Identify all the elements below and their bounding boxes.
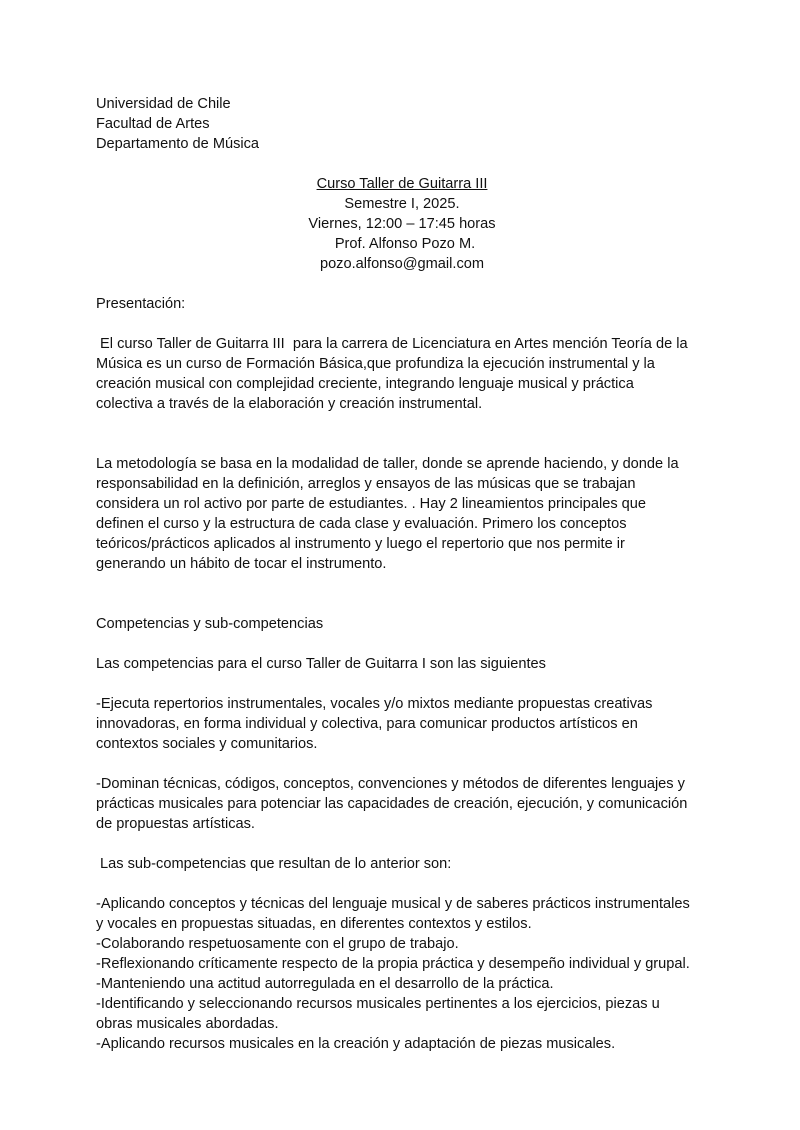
sub-competencies-intro: Las sub-competencias que resultan de lo anterior son:: [96, 856, 452, 872]
course-semester: Semestre I, 2025.: [344, 196, 460, 212]
paragraph-line: Música es un curso de Formación Básica,que profundiza la ejecución instrumental y la: [96, 356, 655, 372]
list-item: -Identificando y seleccionando recursos musicales pertinentes a los ejercicios, piezas u: [96, 996, 660, 1012]
list-item: -Colaborando respetuosamente con el grupo de trabajo.: [96, 936, 459, 952]
list-item: -Aplicando recursos musicales en la creación y adaptación de piezas musicales.: [96, 1036, 616, 1052]
list-item: obras musicales abordadas.: [96, 1016, 279, 1032]
paragraph-line: generando un hábito de tocar el instrumento.: [96, 556, 387, 572]
competency-item-2: [96, 774, 708, 834]
paragraph-line: responsabilidad en la definición, arreglos y ensayos de las músicas que se trabajan: [96, 476, 636, 492]
sub-competencies-list: [96, 894, 708, 1054]
course-title: Curso Taller de Guitarra III: [316, 176, 488, 192]
competency-line: -Dominan técnicas, códigos, conceptos, convenciones y métodos de diferentes lenguajes y: [96, 776, 685, 792]
document-page: [96, 94, 708, 1054]
paragraph-line: colectiva a través de la elaboración y creación instrumental.: [96, 396, 483, 412]
presentation-heading: Presentación:: [96, 296, 186, 312]
department-name: Departamento de Música: [96, 136, 260, 152]
institution-header: [96, 94, 708, 154]
competencies-intro: Las competencias para el curso Taller de Guitarra I son las siguientes: [96, 656, 546, 672]
list-item: -Reflexionando críticamente respecto de la propia práctica y desempeño individual y grupal.: [96, 956, 690, 972]
list-item: y vocales en propuestas situadas, en diferentes contextos y estilos.: [96, 916, 532, 932]
course-email: pozo.alfonso@gmail.com: [319, 256, 485, 272]
paragraph-line: considera un rol activo por parte de estudiantes. . Hay 2 lineamientos principales que: [96, 496, 647, 512]
presentation-paragraph-1: [96, 334, 708, 414]
presentation-paragraph-2: [96, 454, 708, 574]
competency-item-1: [96, 694, 708, 754]
competency-line: contextos sociales y comunitarios.: [96, 736, 318, 752]
competencies-heading: Competencias y sub-competencias: [96, 616, 324, 632]
competency-line: prácticas musicales para potenciar las capacidades de creación, ejecución, y comunicación: [96, 796, 688, 812]
institution-name: Universidad de Chile: [96, 96, 231, 112]
course-schedule: Viernes, 12:00 – 17:45 horas: [308, 216, 496, 232]
paragraph-line: teóricos/prácticos aplicados al instrumento y luego el repertorio que nos permite ir: [96, 536, 625, 552]
paragraph-line: creación musical con complejidad creciente, integrando lenguaje musical y práctica: [96, 376, 634, 392]
competency-line: de propuestas artísticas.: [96, 816, 255, 832]
list-item: -Manteniendo una actitud autorregulada en el desarrollo de la práctica.: [96, 976, 554, 992]
course-info: [96, 174, 708, 274]
paragraph-line: definen el curso y la estructura de cada clase y evaluación. Primero los conceptos: [96, 516, 627, 532]
competency-line: -Ejecuta repertorios instrumentales, vocales y/o mixtos mediante propuestas creativas: [96, 696, 653, 712]
competency-line: innovadoras, en forma individual y colectiva, para comunicar productos artísticos en: [96, 716, 638, 732]
faculty-name: Facultad de Artes: [96, 116, 210, 132]
course-professor: Prof. Alfonso Pozo M.: [334, 236, 476, 252]
paragraph-line: La metodología se basa en la modalidad de taller, donde se aprende haciendo, y donde la: [96, 456, 679, 472]
list-item: -Aplicando conceptos y técnicas del lenguaje musical y de saberes prácticos instrumentales: [96, 896, 690, 912]
paragraph-line: El curso Taller de Guitarra III para la carrera de Licenciatura en Artes mención Teoría de la: [96, 336, 688, 352]
